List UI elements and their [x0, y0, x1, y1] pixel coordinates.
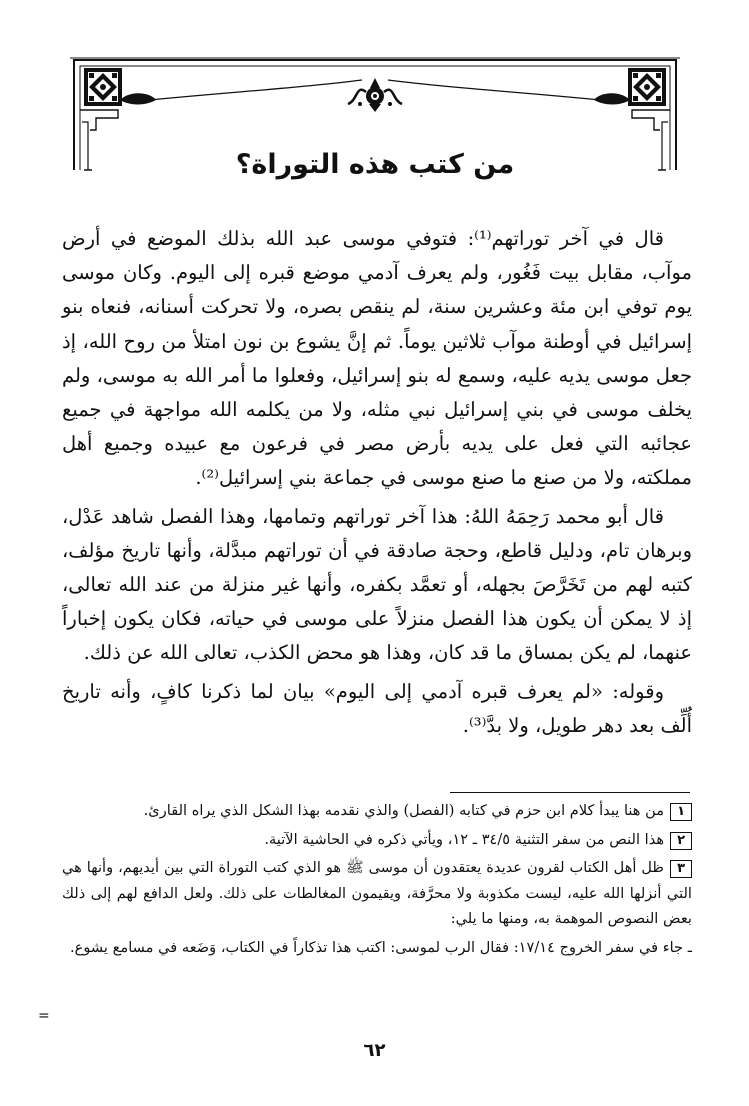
footnote-text: من هنا يبدأ كلام ابن حزم في كتابه (الفصل) والذي نقدمه بهذا الشكل الذي يراه القارئ.	[143, 802, 665, 819]
right-leaf-icon	[594, 93, 630, 104]
chapter-title: من كتب هذه التوراة؟	[235, 149, 515, 180]
left-leaf-icon	[120, 93, 156, 104]
footnote-divider	[450, 792, 690, 793]
center-floral-ornament-icon	[348, 78, 402, 112]
left-ornament-square	[84, 68, 122, 106]
paragraph: قال أبو محمد رَحِمَهُ اللهُ: هذا آخر توراتهم وتمامها، وهذا الفصل شاهد عَدْل، وبرهان تام، ودليل قاطع، وحجة صادقة في أن توراتهم مبدَّلة، وأنها تاريخ مؤلف، كتبه لهم من تَخَرَّصَ بجهله، أو تعمَّد بكفره، وأنها غير منزلة من عند الله تعالى، إذ لا يمكن أن يكون هذا الفصل منزلاً على موسى في حياته، فكان يكون إخباراً عنهما، لم يكن بمساق ما قد كان، وهذا هو محض الكذب، تعالى الله عن ذلك.	[62, 504, 692, 665]
footnote-text: هذا النص من سفر التثنية ٣٤/٥ ـ ١٢، ويأتي ذكره في الحاشية الآتية.	[264, 830, 665, 848]
footnote	[62, 855, 692, 932]
paragraph: قال في آخر توراتهم⁽¹⁾: فتوفي موسى عبد الله بذلك الموضع في أرض موآب، مقابل بيت فَغُور، ولم يعرف آدمي موضع قبره إلى اليوم. وكان موسى يوم توفي ابن مئة وعشرين سنة، لم ينقص بصره، ولا تحركت أسنانه، فنعاه بنو إسرائيل في أوطنة موآب ثلاثين يوماً. ثم إنَّ يشوع بن نون امتلأ من روح الله، إذ جعل موسى يديه عليه، وسمع له بنو إسرائيل، وفعلوا ما أمر الله به موسى، ولم يخلف موسى في بني إسرائيل نبي مثله، ولا من يكلمه الله مواجهة في جميع عجائبه التي فعل على يديه بأرض مصر في فرعون مع عبيده وجميع أهل مملكته، ولا من صنع ما صنع موسى في جماعة بني إسرائيل⁽²⁾.	[62, 227, 692, 490]
footnotes	[62, 798, 692, 963]
footnote-number: ٢	[670, 832, 692, 850]
footnote	[62, 798, 692, 824]
main-text	[62, 222, 692, 747]
right-ornament-square	[628, 68, 666, 106]
footnote-continuation: ـ جاء في سفر الخروج ١٧/١٤: فقال الرب لموسى: اكتب هذا تذكاراً في الكتاب، وَضَعه في مسامع يشوع.	[70, 938, 692, 956]
page-number: ٦٢	[363, 1040, 386, 1061]
footnote-number: ٣	[670, 860, 692, 878]
footnote	[62, 827, 692, 853]
continuation-mark: =	[38, 1008, 50, 1024]
paragraph: وقوله: «لم يعرف قبره آدمي إلى اليوم» بيان لما ذكرنا كافٍ، وأنه تاريخ أُلِّف بعد دهر طويل، ولا بدَّ⁽³⁾.	[62, 679, 692, 737]
footnote-number: ١	[670, 803, 692, 821]
footnote-text: ظل أهل الكتاب لقرون عديدة يعتقدون أن موسى ﷺ هو الذي كتب التوراة التي بين أيديهم، وأنها هي التي أنزلها الله عليه، ليست مكذوبة ولا محرَّفة، ويقيمون المغالطات على ذلك. ولعل الدافع لهم إلى ذلك بعض النصوص الموهمة به، ومنها ما يلي:	[62, 859, 692, 927]
